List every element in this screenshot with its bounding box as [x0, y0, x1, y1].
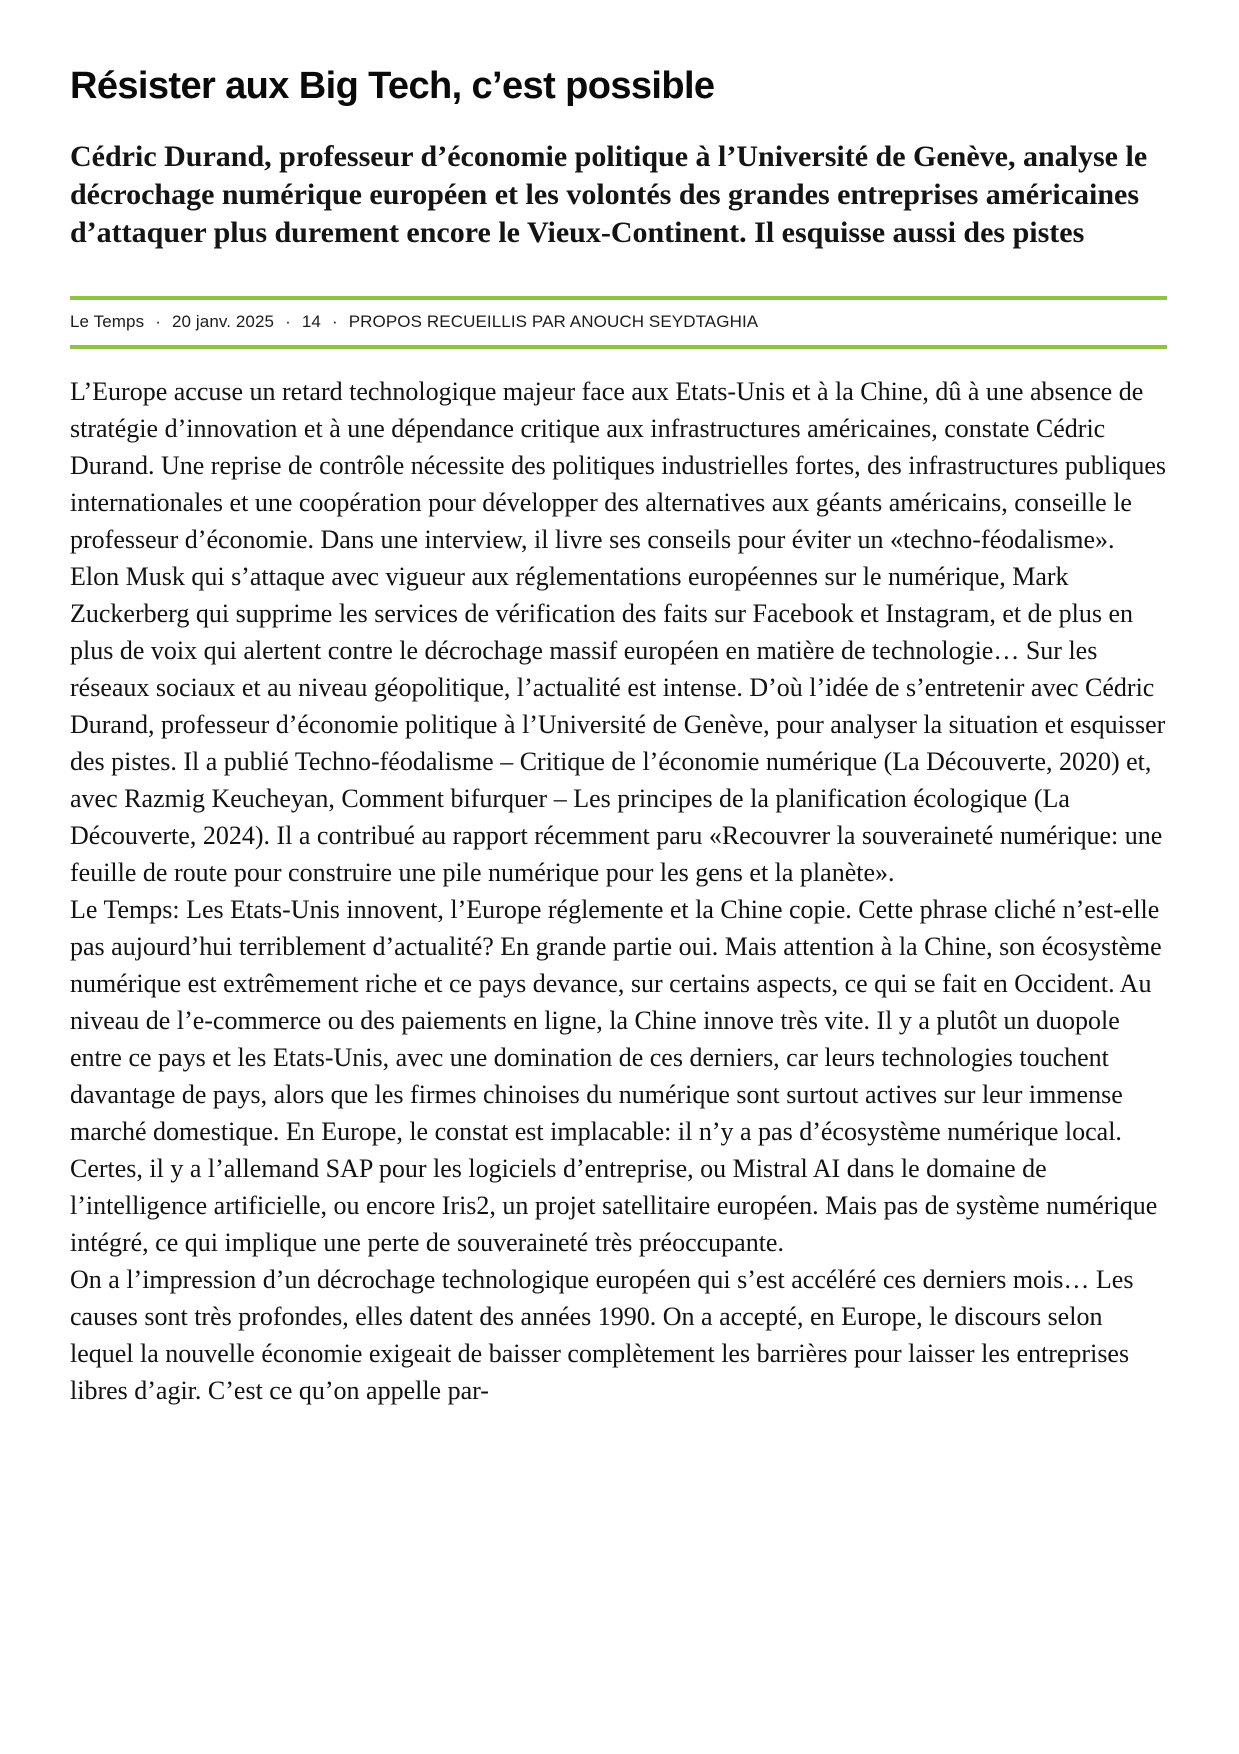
bottom-rule: [70, 345, 1167, 349]
body-paragraph: On a l’impression d’un décrochage technologique européen qui s’est accéléré ces derniers mois… Les causes sont très profondes, elles datent des années 1990. On a accepté, en Europe, le discours selon lequel la nouvelle économie exigeait de baisser complètement les barrières pour laisser les entreprises libres d’agir. C’est ce qu’on appelle par-: [70, 1265, 1134, 1406]
meta-separator: ·: [285, 312, 291, 332]
body-paragraph: L’Europe accuse un retard technologique majeur face aux Etats-Unis et à la Chine, dû à une absence de stratégie d’innovation et à une dépendance critique aux infrastructures américaines, constate Cédric Durand. Une reprise de contrôle nécessite des politiques industrielles fortes, des infrastructures publiques internationales et une coopération pour développer des alternatives aux géants américains, conseille le professeur d’économie. Dans une interview, il livre ses conseils pour éviter un «techno-féodalisme». Elon Musk qui s’attaque avec vigueur aux réglementations européennes sur le numérique, Mark Zuckerberg qui supprime les services de vérification des faits sur Facebook et Instagram, et de plus en plus de voix qui alertent contre le décrochage massif européen en matière de technologie… Sur les réseaux sociaux et au niveau géopolitique, l’actualité est intense. D’où l’idée de s’entretenir avec Cédric Durand, professeur d’économie politique à l’Université de Genève, pour analyser la situation et esquisser des pistes. Il a publié Techno-féodalisme – Critique de l’économie numérique (La Découverte, 2020) et, avec Razmig Keucheyan, Comment bifurquer – Les principes de la planification écologique (La Découverte, 2024). Il a contribué au rapport récemment paru «Recouvrer la souveraineté numérique: une feuille de route pour construire une pile numérique pour les gens et la planète».: [70, 377, 1167, 888]
meta-separator: ·: [331, 312, 338, 332]
article-title: Résister aux Big Tech, c’est possible: [70, 65, 715, 107]
article-body: [70, 373, 1167, 1409]
meta-source: Le Temps: [70, 312, 145, 332]
meta-page-number: 14: [301, 312, 321, 332]
meta-byline: PROPOS RECUEILLIS PAR ANOUCH SEYDTAGHIA: [348, 312, 759, 332]
article-standfirst: Cédric Durand, professeur d’économie politique à l’Université de Genève, analyse le décrochage numérique européen et les volontés des grandes entreprises américaines d’attaquer plus durement encore le Vieux-Continent. Il esquisse aussi des pistes: [70, 140, 1148, 250]
meta-separator: ·: [155, 312, 161, 332]
body-paragraph: Le Temps: Les Etats-Unis innovent, l’Europe réglemente et la Chine copie. Cette phrase cliché n’est-elle pas aujourd’hui terriblement d’actualité? En grande partie oui. Mais attention à la Chine, son écosystème numérique est extrêmement riche et ce pays devance, sur certains aspects, ce qui se fait en Occident. Au niveau de l’e-commerce ou des paiements en ligne, la Chine innove très vite. Il y a plutôt un duopole entre ce pays et les Etats-Unis, avec une domination de ces derniers, car leurs technologies touchent davantage de pays, alors que les firmes chinoises du numérique sont surtout actives sur leur immense marché domestique. En Europe, le constat est implacable: il n’y a pas d’écosystème numérique local. Certes, il y a l’allemand SAP pour les logiciels d’entreprise, ou Mistral AI dans le domaine de l’intelligence artificielle, ou encore Iris2, un projet satellitaire européen. Mais pas de système numérique intégré, ce qui implique une perte de souveraineté très préoccupante.: [70, 895, 1162, 1258]
meta-date: 20 janv. 2025: [171, 312, 275, 332]
article-meta: [70, 300, 1167, 345]
